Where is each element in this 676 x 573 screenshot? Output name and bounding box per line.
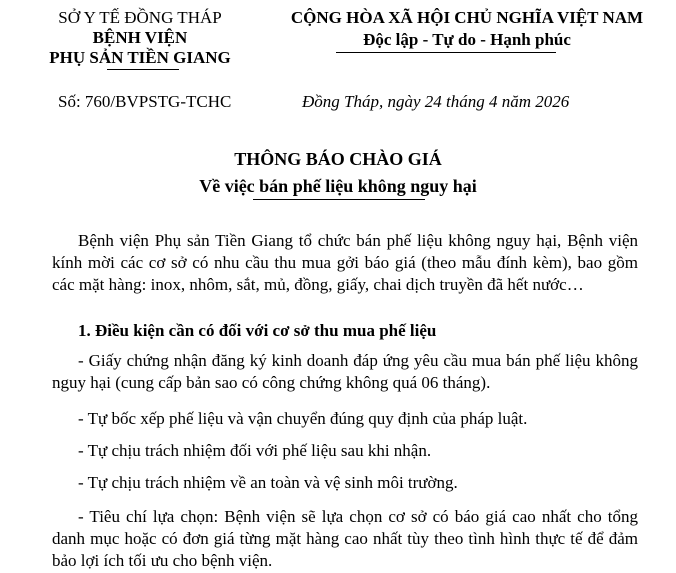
section1-heading: 1. Điều kiện cần có đối với cơ sở thu mua phế liệu [78, 321, 437, 340]
left-header-underline [107, 69, 179, 70]
condition-item-1: - Giấy chứng nhận đăng ký kinh doanh đáp ứng yêu cầu mua bán phế liệu không nguy hại (cung cấp bản sao có công chứng không quá 06 tháng). [52, 351, 638, 392]
condition-item-5: - Tiêu chí lựa chọn: Bệnh viện sẽ lựa chọn cơ sở có báo giá cao nhất cho tổng danh mục hoặc có đơn giá từng mặt hàng cao nhất tùy theo tình hình thực tế để đảm bảo lợi ích tối ưu cho bệnh viện. [52, 507, 638, 570]
intro-paragraph: Bệnh viện Phụ sản Tiền Giang tổ chức bán phế liệu không nguy hại, Bệnh viện kính mời các cơ sở có nhu cầu thu mua gởi báo giá (theo mẫu đính kèm), bao gồm các mặt hàng: inox, nhôm, sắt, mủ, đồng, giấy, chai dịch truyền đã hết nước… [52, 231, 638, 294]
motto-underline [336, 52, 556, 53]
hospital-name-line1: BỆNH VIỆN [92, 28, 188, 47]
hospital-name-line2: PHỤ SẢN TIỀN GIANG [49, 48, 231, 67]
condition-item-2: - Tự bốc xếp phế liệu và vận chuyển đúng quy định của pháp luật. [78, 409, 528, 428]
document-title: THÔNG BÁO CHÀO GIÁ [234, 149, 442, 169]
ministry-name: SỞ Y TẾ ĐỒNG THÁP [58, 8, 222, 27]
condition-item-3: - Tự chịu trách nhiệm đối với phế liệu sau khi nhận. [78, 441, 432, 460]
nation-title: CỘNG HÒA XÃ HỘI CHỦ NGHĨA VIỆT NAM [290, 8, 644, 27]
nation-motto: Độc lập - Tự do - Hạnh phúc [363, 30, 571, 49]
place-date: Đồng Tháp, ngày 24 tháng 4 năm 2026 [302, 92, 570, 111]
document-number: Số: 760/BVPSTG-TCHC [58, 92, 232, 111]
condition-item-4: - Tự chịu trách nhiệm về an toàn và vệ sinh môi trường. [78, 473, 458, 492]
document-subject: Về việc bán phế liệu không nguy hại [199, 176, 477, 196]
subject-underline [253, 199, 425, 200]
